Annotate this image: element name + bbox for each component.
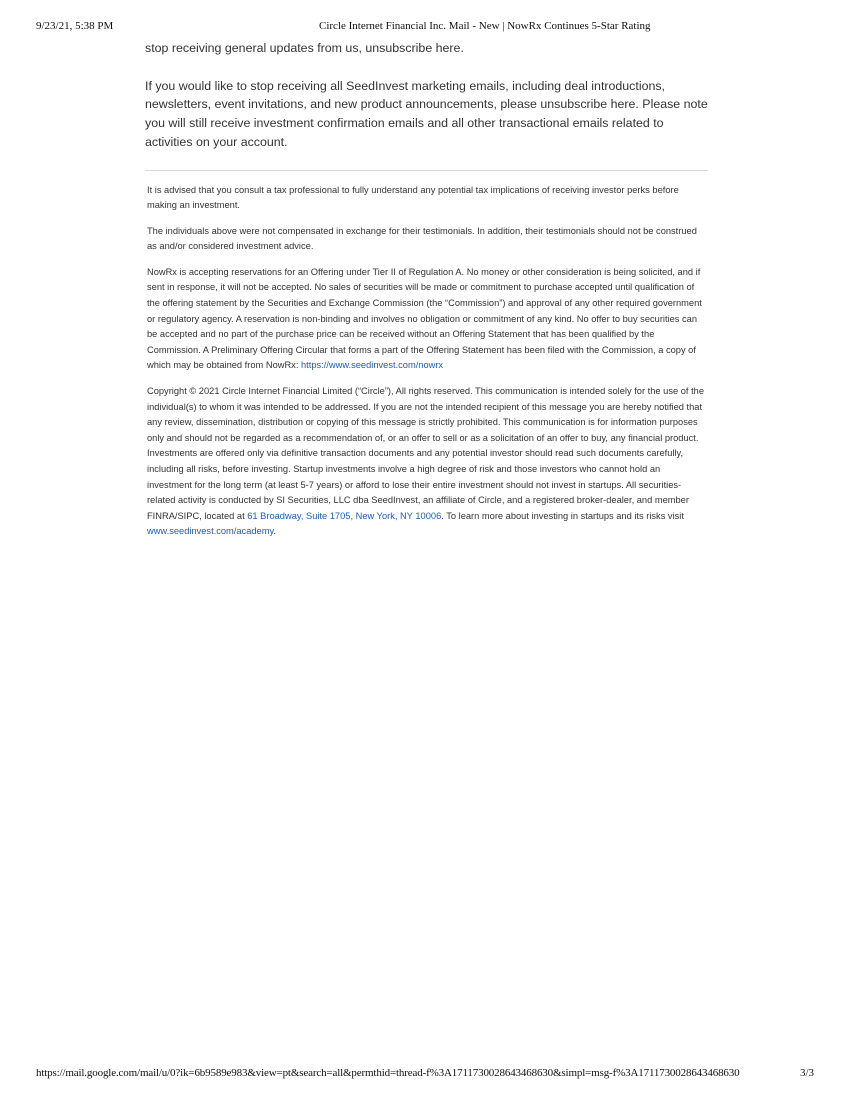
offering-disclaimer-text: NowRx is accepting reservations for an Offering under Tier II of Regulation A. No money or other consideration is being solicited, and if sent in response, it will not be accepted. No sales of securities will be made or commitment to purchase accepted until qualification of the offering statement by the Securities and Exchange Commission (the “Commission”) and approval of any other required government or regulatory agency. A reservation is non-binding and involves no obligation or commitment of any kind. No offer to buy securities can be accepted and no part of the purchase price can be received without an Offering Statement that has been qualified by the Commission. A Preliminary Offering Circular that forms a part of the Offering Statement has been filed with the Commission, a copy of which may be obtained from NowRx: xyxy=(147,266,702,371)
page-number: 3/3 xyxy=(799,1067,814,1079)
copyright-text: Copyright © 2021 Circle Internet Financial Limited (“Circle”), All rights reserved. This communication is intended solely for the use of the individual(s) to whom it was intended to be addressed. If you are not the intended recipient of this message you are hereby notified that any review, dissemination, distribution or copying of this message is strictly prohibited. This communication is for information purposes only and should not be regarded as a recommendation of, or an offer to sell or as a solicitation of an offer to buy, any financial product. Investments are offered only via definitive transaction documents and any potential investor should read such documents carefully, including all risks, before investing. Startup investments involve a high degree of risk and those investors who cannot hold an investment for the long term (at least 5-7 years) or afford to lose their entire investment should not invest in startups. All securities-related activity is conducted by SI Securities, LLC dba SeedInvest, an affiliate of Circle, and a registered broker-dealer, and member FINRA/SIPC, located at xyxy=(147,386,704,521)
testimonials-disclaimer: The individuals above were not compensated in exchange for their testimonials. In addition, their testimonials should not be construed as and/or considered investment advice. xyxy=(147,225,697,252)
print-datetime: 9/23/21, 5:38 PM xyxy=(36,20,114,32)
unsubscribe-section xyxy=(145,39,710,152)
copyright-disclaimer xyxy=(147,384,704,540)
seedinvest-academy-link[interactable]: www.seedinvest.com/academy xyxy=(147,526,274,537)
office-address-link[interactable]: 61 Broadway, Suite 1705, New York, NY 10006 xyxy=(247,510,442,521)
print-source-url: https://mail.google.com/mail/u/0?ik=6b9589e983&view=pt&search=all&permthid=thread-f%3A1711730028643468630&simpl=msg-f%3A1711730028643468630 xyxy=(36,1067,740,1079)
general-updates-unsubscribe-text: stop receiving general updates from us, unsubscribe here. xyxy=(145,41,464,55)
email-body xyxy=(145,39,710,550)
print-page-title: Circle Internet Financial Inc. Mail - New | NowRx Continues 5-Star Rating xyxy=(319,20,651,32)
print-header xyxy=(0,20,850,36)
marketing-unsubscribe-paragraph: If you would like to stop receiving all SeedInvest marketing emails, including deal introductions, newsletters, event invitations, and new product announcements, please unsubscribe here. Please note you will still receive investment confirmation emails and all other transactional emails related to activities on your account. xyxy=(145,78,708,149)
nowrx-offering-link[interactable]: https://www.seedinvest.com/nowrx xyxy=(300,360,444,371)
tax-advice-disclaimer: It is advised that you consult a tax professional to fully understand any potential tax implications of receiving investor perks before making an investment. xyxy=(147,184,679,211)
learn-more-text: . To learn more about investing in startups and its risks visit xyxy=(441,510,684,521)
offering-disclaimer xyxy=(147,265,704,374)
disclaimer-section xyxy=(145,171,710,540)
closing-period: . xyxy=(273,526,277,537)
print-footer xyxy=(0,1067,850,1083)
